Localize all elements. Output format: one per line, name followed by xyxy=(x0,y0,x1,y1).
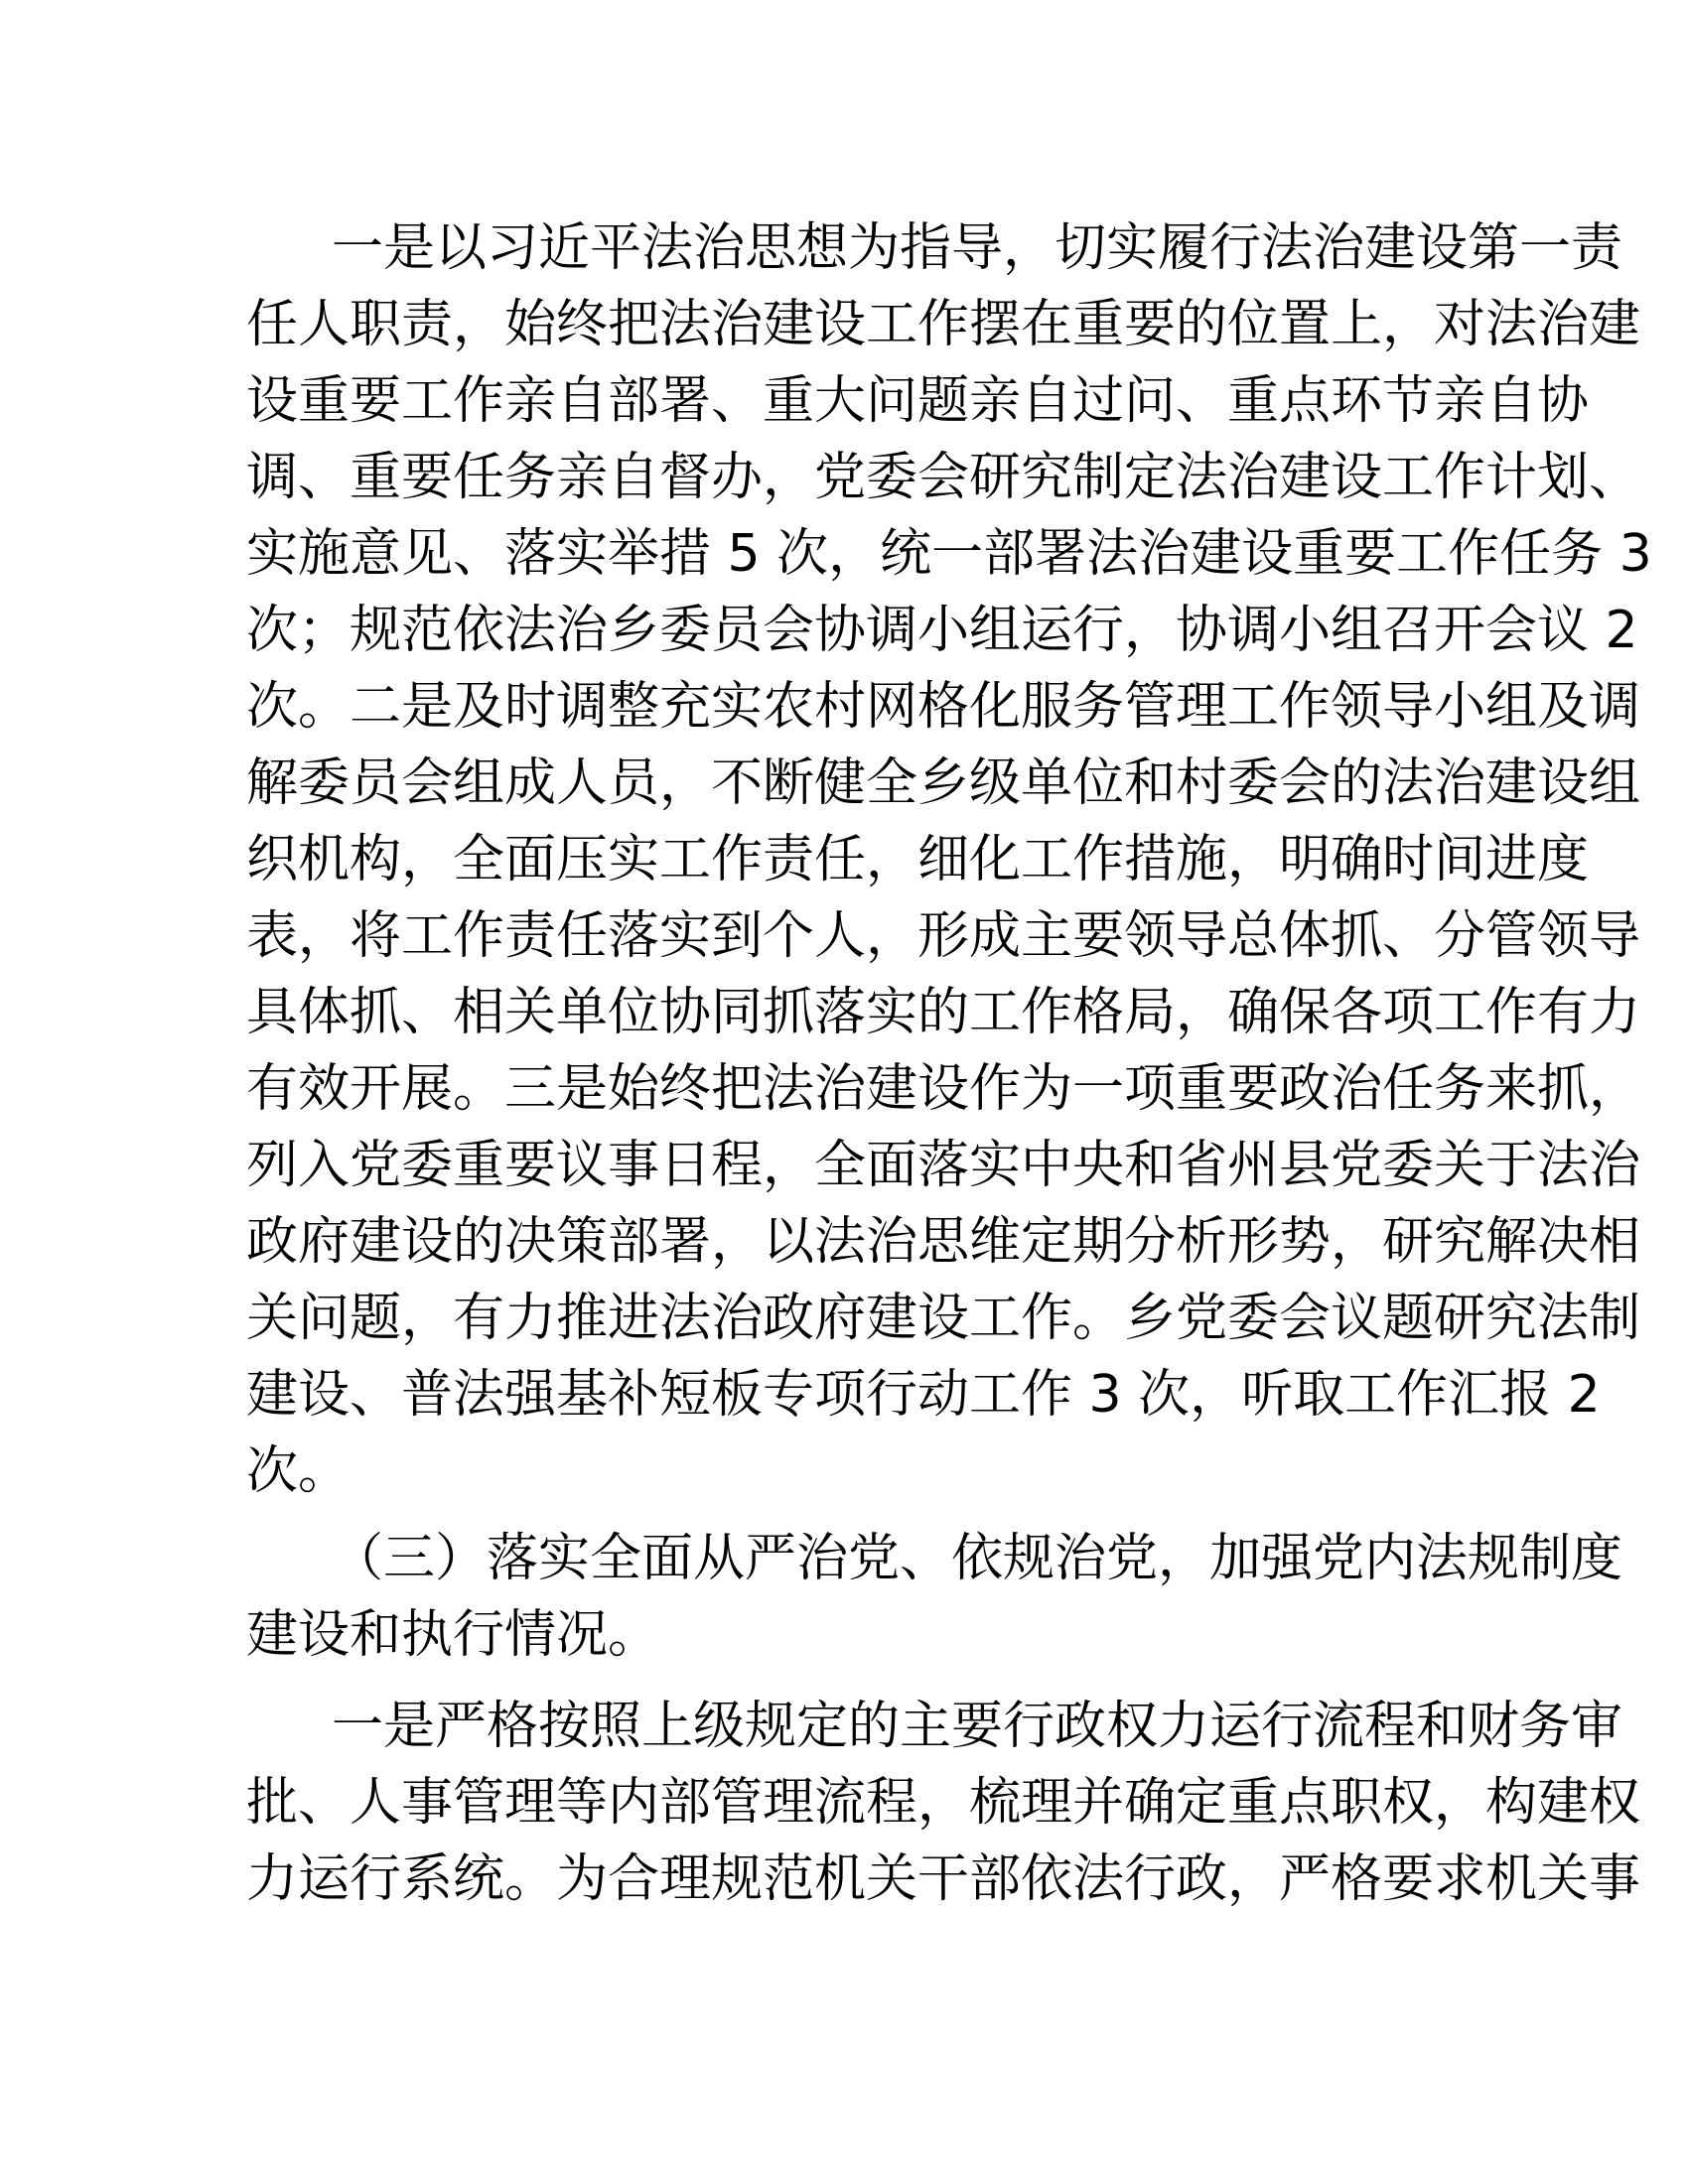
text-line: 批、人事管理等内部管理流程，梳理并确定重点职权，构建权 xyxy=(246,1773,1641,1833)
text-line: 设重要工作亲自部署、重大问题亲自过问、重点环节亲自协 xyxy=(246,371,1590,431)
text-line: 调、重要任务亲自督办，党委会研究制定法治建设工作计划、 xyxy=(246,448,1641,507)
text-line: 任人职责，始终把法治建设工作摆在重要的位置上，对法治建 xyxy=(246,295,1641,354)
text-line: 列入党委重要议事日程，全面落实中央和省州县党委关于法治 xyxy=(246,1136,1641,1195)
text-line: 次；规范依法治乡委员会协调小组运行，协调小组召开会议 2 xyxy=(246,601,1638,660)
paragraph-power-operation xyxy=(246,1689,1641,1918)
text-line: 有效开展。三是始终把法治建设作为一项重要政治任务来抓， xyxy=(246,1059,1641,1119)
text-line: 关问题，有力推进法治政府建设工作。乡党委会议题研究法制 xyxy=(246,1289,1641,1348)
heading-line: （三）落实全面从严治党、依规治党，加强党内法规制度 xyxy=(332,1529,1623,1588)
heading-line: 建设和执行情况。 xyxy=(246,1605,660,1665)
text-line: 实施意见、落实举措 5 次，统一部署法治建设重要工作任务 3 xyxy=(246,524,1652,584)
text-line: 解委员会组成人员，不断健全乡级单位和村委会的法治建设组 xyxy=(246,753,1641,813)
section-heading-3 xyxy=(246,1521,1623,1674)
text-line: 具体抓、相关单位协同抓落实的工作格局，确保各项工作有力 xyxy=(246,983,1641,1042)
text-line: 次。二是及时调整充实农村网格化服务管理工作领导小组及调 xyxy=(246,677,1641,737)
text-line: 力运行系统。为合理规范机关干部依法行政，严格要求机关事 xyxy=(246,1849,1641,1909)
text-line: 表，将工作责任落实到个人，形成主要领导总体抓、分管领导 xyxy=(246,906,1641,966)
text-line: 一是以习近平法治思想为指导，切实履行法治建设第一责 xyxy=(332,218,1623,278)
text-line: 次。 xyxy=(246,1441,351,1501)
text-line: 建设、普法强基补短板专项行动工作 3 次，听取工作汇报 2 xyxy=(246,1365,1601,1425)
text-line: 政府建设的决策部署，以法治思维定期分析形势，研究解决相 xyxy=(246,1212,1641,1272)
text-line: 织机构，全面压实工作责任，细化工作措施，明确时间进度 xyxy=(246,830,1590,889)
text-line: 一是严格按照上级规定的主要行政权力运行流程和财务审 xyxy=(332,1697,1623,1756)
paragraph-rule-of-law-responsibility xyxy=(246,210,1652,1510)
